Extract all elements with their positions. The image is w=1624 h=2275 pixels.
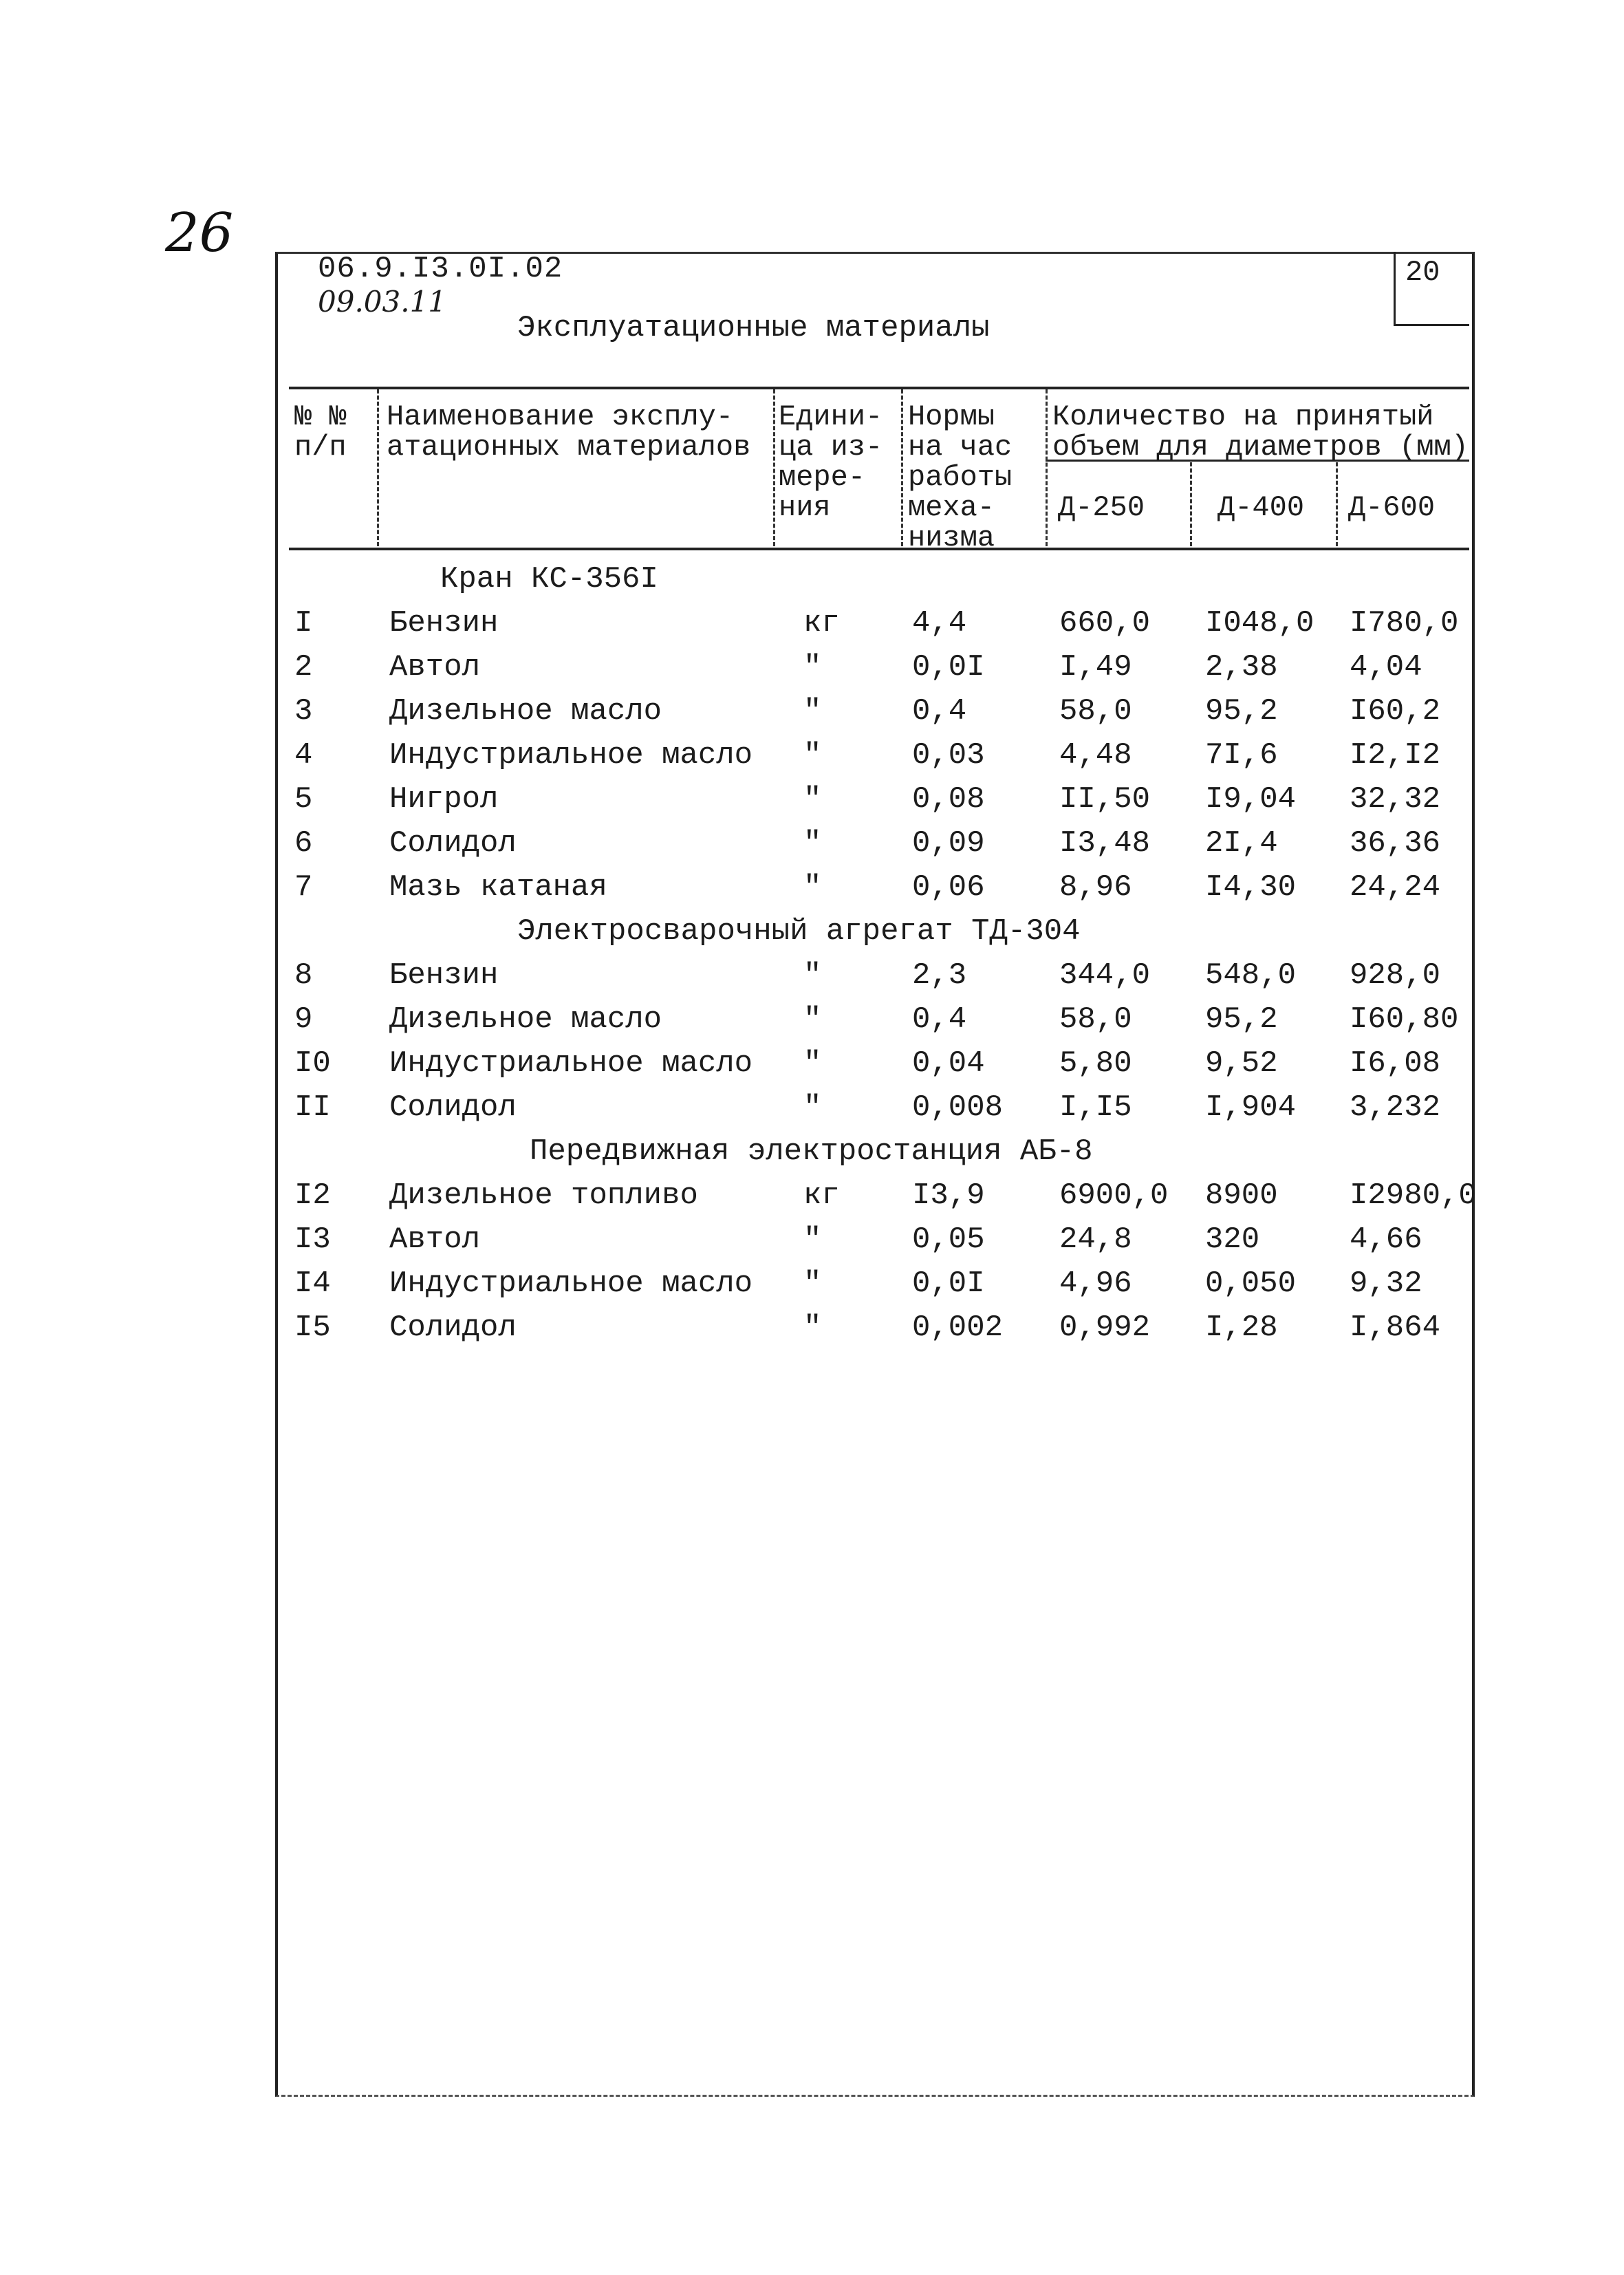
- handwritten-code: 09.03.11: [318, 285, 447, 319]
- header-d400: Д-400: [1217, 491, 1305, 524]
- norm-per-hour-cell: 2,3: [912, 958, 967, 993]
- handwritten-page-number: 26: [165, 202, 234, 264]
- row-number-cell: 4: [294, 738, 313, 773]
- qty-d400-cell: 95,2: [1205, 1002, 1278, 1037]
- qty-d600-cell: I60,80: [1350, 1002, 1459, 1037]
- col-divider: [1336, 462, 1338, 546]
- header-name: Наименование эксплу- атационных материалов: [387, 400, 751, 464]
- unit-cell: ": [803, 782, 822, 817]
- row-number-cell: 9: [294, 1002, 313, 1037]
- material-name-cell: Индустриальное масло: [389, 1266, 753, 1301]
- qty-d250-cell: 58,0: [1059, 1002, 1132, 1037]
- qty-d600-cell: 3,232: [1350, 1090, 1441, 1125]
- qty-d250-cell: I,I5: [1059, 1090, 1132, 1125]
- qty-d250-cell: 4,48: [1059, 738, 1132, 773]
- qty-d600-cell: 928,0: [1350, 958, 1441, 993]
- qty-d600-cell: I6,08: [1350, 1046, 1441, 1081]
- qty-d400-cell: I,28: [1205, 1311, 1278, 1345]
- qty-d400-cell: 2I,4: [1205, 826, 1278, 861]
- section-title: Кран КС-356I: [440, 562, 658, 596]
- qty-d400-cell: 7I,6: [1205, 738, 1278, 773]
- material-name-cell: Автол: [389, 650, 481, 684]
- qty-d400-cell: 0,050: [1205, 1266, 1297, 1301]
- qty-d250-cell: 8,96: [1059, 870, 1132, 905]
- sheet-number-box: 20: [1394, 252, 1469, 326]
- section-title: Передвижная электростанция АБ-8: [530, 1134, 1093, 1169]
- norm-per-hour-cell: 0,06: [912, 870, 985, 905]
- section-title: Электросварочный агрегат ТД-304: [517, 914, 1081, 949]
- norm-per-hour-cell: 0,08: [912, 782, 985, 817]
- qty-d400-cell: I9,04: [1205, 782, 1297, 817]
- qty-d250-cell: 344,0: [1059, 958, 1151, 993]
- row-number-cell: I3: [294, 1222, 331, 1257]
- norm-per-hour-cell: 0,4: [912, 1002, 967, 1037]
- norm-per-hour-cell: 4,4: [912, 606, 967, 640]
- qty-d600-cell: I780,0: [1350, 606, 1459, 640]
- qty-d400-cell: I048,0: [1205, 606, 1314, 640]
- row-number-cell: II: [294, 1090, 331, 1125]
- qty-d600-cell: I2,I2: [1350, 738, 1441, 773]
- unit-cell: ": [803, 1046, 822, 1081]
- unit-cell: ": [803, 826, 822, 861]
- header-bottom-rule: [289, 548, 1469, 550]
- material-name-cell: Бензин: [389, 606, 499, 640]
- unit-cell: ": [803, 694, 822, 729]
- unit-cell: кг: [803, 606, 840, 640]
- norm-per-hour-cell: 0,4: [912, 694, 967, 729]
- col-divider: [1046, 389, 1048, 546]
- norm-per-hour-cell: 0,09: [912, 826, 985, 861]
- material-name-cell: Автол: [389, 1222, 481, 1257]
- qty-d250-cell: II,50: [1059, 782, 1151, 817]
- material-name-cell: Индустриальное масло: [389, 1046, 753, 1081]
- row-number-cell: I: [294, 606, 313, 640]
- header-d600: Д-600: [1348, 491, 1436, 524]
- qty-d250-cell: 24,8: [1059, 1222, 1132, 1257]
- norm-per-hour-cell: 0,05: [912, 1222, 985, 1257]
- qty-d250-cell: I,49: [1059, 650, 1132, 684]
- qty-d250-cell: 6900,0: [1059, 1178, 1169, 1213]
- qty-d400-cell: 548,0: [1205, 958, 1297, 993]
- norm-per-hour-cell: 0,002: [912, 1311, 1004, 1345]
- unit-cell: ": [803, 1002, 822, 1037]
- document-title: Эксплуатационные материалы: [517, 311, 990, 345]
- header-norm: Нормы на час работы меха- низма: [908, 400, 1013, 554]
- qty-d250-cell: 5,80: [1059, 1046, 1132, 1081]
- material-name-cell: Нигрол: [389, 782, 499, 817]
- material-name-cell: Индустриальное масло: [389, 738, 753, 773]
- qty-d600-cell: I,864: [1350, 1311, 1441, 1345]
- unit-cell: ": [803, 1222, 822, 1257]
- norm-per-hour-cell: 0,0I: [912, 650, 985, 684]
- qty-d400-cell: 95,2: [1205, 694, 1278, 729]
- material-name-cell: Бензин: [389, 958, 499, 993]
- qty-d600-cell: I2980,0: [1350, 1178, 1477, 1213]
- row-number-cell: I2: [294, 1178, 331, 1213]
- row-number-cell: 6: [294, 826, 313, 861]
- row-number-cell: 3: [294, 694, 313, 729]
- qty-d600-cell: 24,24: [1350, 870, 1441, 905]
- norm-per-hour-cell: 0,0I: [912, 1266, 985, 1301]
- row-number-cell: I5: [294, 1311, 331, 1345]
- row-number-cell: 8: [294, 958, 313, 993]
- qty-d250-cell: I3,48: [1059, 826, 1151, 861]
- unit-cell: ": [803, 1266, 822, 1301]
- unit-cell: ": [803, 1090, 822, 1125]
- row-number-cell: 7: [294, 870, 313, 905]
- qty-d600-cell: 4,04: [1350, 650, 1422, 684]
- qty-d400-cell: 8900: [1205, 1178, 1278, 1213]
- col-divider: [901, 389, 903, 546]
- material-name-cell: Солидол: [389, 1311, 517, 1345]
- col-divider: [377, 389, 379, 546]
- col-divider: [773, 389, 775, 546]
- material-name-cell: Мазь катаная: [389, 870, 607, 905]
- table-top-rule: [289, 387, 1469, 389]
- qty-d250-cell: 660,0: [1059, 606, 1151, 640]
- page-frame: [275, 252, 1475, 2097]
- header-d250: Д-250: [1058, 491, 1145, 524]
- unit-cell: ": [803, 650, 822, 684]
- qty-d400-cell: I4,30: [1205, 870, 1297, 905]
- row-number-cell: 2: [294, 650, 313, 684]
- material-name-cell: Дизельное топливо: [389, 1178, 698, 1213]
- qty-d400-cell: 320: [1205, 1222, 1260, 1257]
- norm-per-hour-cell: 0,03: [912, 738, 985, 773]
- qty-d400-cell: 2,38: [1205, 650, 1278, 684]
- norm-per-hour-cell: I3,9: [912, 1178, 985, 1213]
- col-divider: [1190, 462, 1192, 546]
- qty-d250-cell: 4,96: [1059, 1266, 1132, 1301]
- qty-d600-cell: 9,32: [1350, 1266, 1422, 1301]
- unit-cell: ": [803, 1311, 822, 1345]
- qty-d600-cell: I60,2: [1350, 694, 1441, 729]
- unit-cell: ": [803, 738, 822, 773]
- unit-cell: ": [803, 958, 822, 993]
- material-name-cell: Дизельное масло: [389, 694, 662, 729]
- qty-d400-cell: 9,52: [1205, 1046, 1278, 1081]
- qty-d600-cell: 4,66: [1350, 1222, 1422, 1257]
- qty-d400-cell: I,904: [1205, 1090, 1297, 1125]
- material-name-cell: Дизельное масло: [389, 1002, 662, 1037]
- material-name-cell: Солидол: [389, 826, 517, 861]
- row-number-cell: I4: [294, 1266, 331, 1301]
- header-num: № № п/п: [294, 400, 347, 464]
- document-code: 06.9.I3.0I.02: [318, 252, 563, 286]
- header-quantity: Количество на принятый объем для диаметров (мм): [1052, 400, 1469, 464]
- qty-d600-cell: 36,36: [1350, 826, 1441, 861]
- norm-per-hour-cell: 0,008: [912, 1090, 1004, 1125]
- header-unit: Едини- ца из- мере- ния: [779, 400, 883, 524]
- material-name-cell: Солидол: [389, 1090, 517, 1125]
- unit-cell: ": [803, 870, 822, 905]
- qty-d600-cell: 32,32: [1350, 782, 1441, 817]
- qty-d250-cell: 58,0: [1059, 694, 1132, 729]
- qty-d250-cell: 0,992: [1059, 1311, 1151, 1345]
- row-number-cell: I0: [294, 1046, 331, 1081]
- row-number-cell: 5: [294, 782, 313, 817]
- norm-per-hour-cell: 0,04: [912, 1046, 985, 1081]
- unit-cell: кг: [803, 1178, 840, 1213]
